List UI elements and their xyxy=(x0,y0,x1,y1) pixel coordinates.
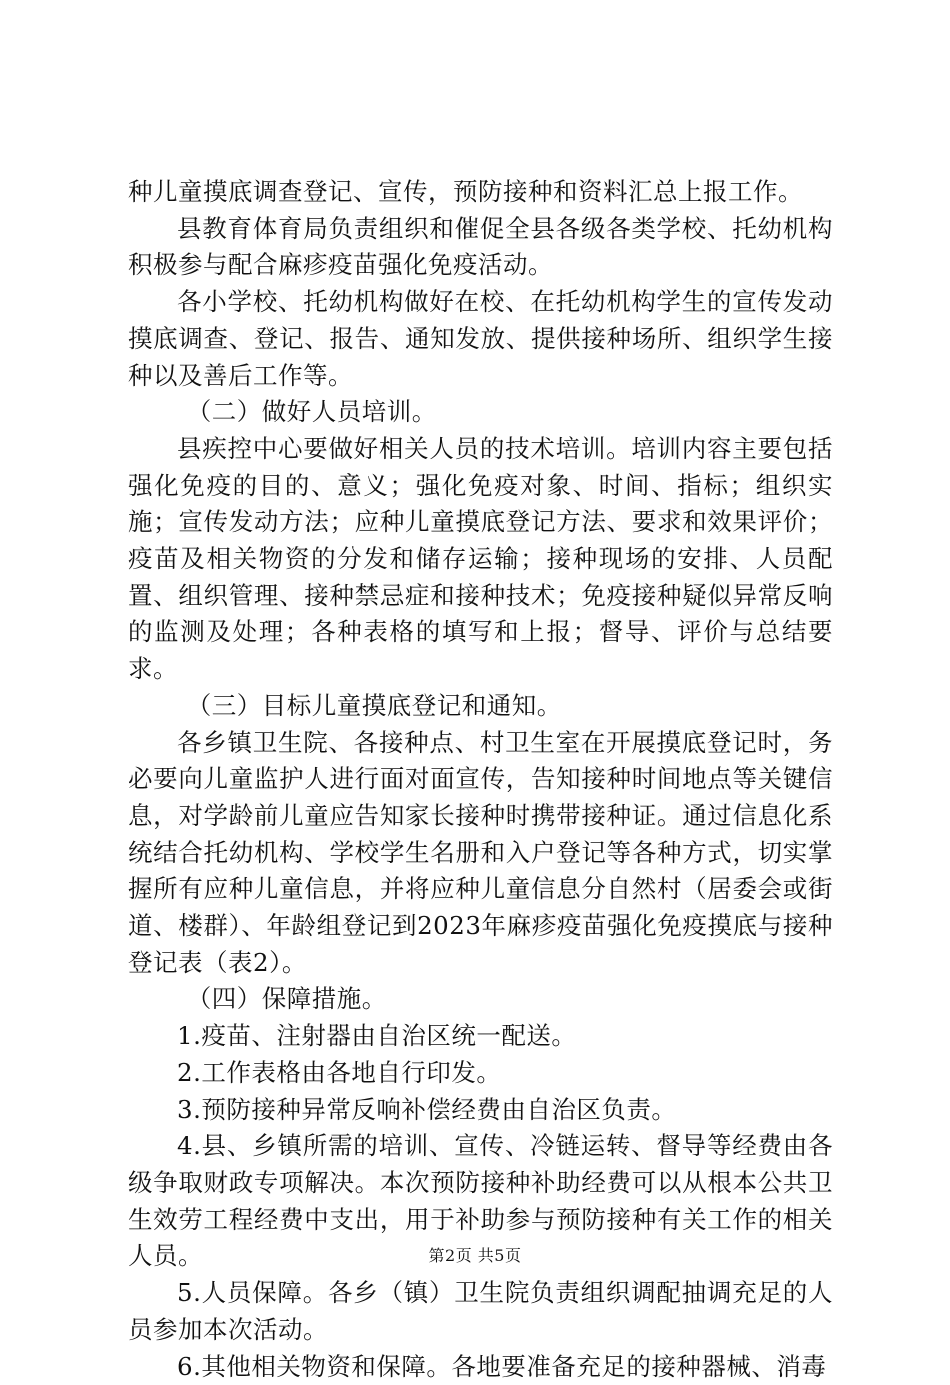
paragraph-training: 县疾控中心要做好相关人员的技术培训。培训内容主要包括强化免疫的目的、意义；强化免疫对象、时间、指标；组织实施；宣传发动方法；应种儿童摸底登记方法、要求和效果评价；疫苗及相关物资的分发和储存运输；接种现场的安排、人员配置、组织管理、接种禁忌症和接种技术；免疫接种疑似异常反响的监测及处理；各种表格的填写和上报；督导、评价与总结要求。 xyxy=(128,431,833,688)
list-item-forms: 2.工作表格由各地自行印发。 xyxy=(128,1055,833,1092)
page-number-footer: 第2页 共5页 xyxy=(0,1243,950,1266)
paragraph-schools: 各小学校、托幼机构做好在校、在托幼机构学生的宣传发动摸底调查、登记、报告、通知发放、提供接种场所、组织学生接种以及善后工作等。 xyxy=(128,284,833,394)
list-item-funding: 4.县、乡镇所需的培训、宣传、冷链运转、督导等经费由各级争取财政专项解决。本次预防接种补助经费可以从根本公共卫生效劳工程经费中支出，用于补助参与预防接种有关工作的相关人员。 xyxy=(128,1128,833,1275)
list-item-personnel: 5.人员保障。各乡（镇）卫生院负责组织调配抽调充足的人员参加本次活动。 xyxy=(128,1275,833,1348)
document-body xyxy=(128,174,833,1385)
list-item-materials: 6.其他相关物资和保障。各地要准备充足的接种器械、消毒 xyxy=(128,1349,833,1385)
section-heading-training: （二）做好人员培训。 xyxy=(128,394,833,431)
section-heading-safeguards: （四）保障措施。 xyxy=(128,981,833,1018)
paragraph-continuation: 种儿童摸底调查登记、宣传，预防接种和资料汇总上报工作。 xyxy=(128,174,833,211)
list-item-vaccines: 1.疫苗、注射器由自治区统一配送。 xyxy=(128,1018,833,1055)
list-item-compensation: 3.预防接种异常反响补偿经费由自治区负责。 xyxy=(128,1092,833,1129)
paragraph-registration: 各乡镇卫生院、各接种点、村卫生室在开展摸底登记时，务必要向儿童监护人进行面对面宣传，告知接种时间地点等关键信息，对学龄前儿童应告知家长接种时携带接种证。通过信息化系统结合托幼机构、学校学生名册和入户登记等各种方式，切实掌握所有应种儿童信息，并将应种儿童信息分自然村（居委会或街道、楼群）、年龄组登记到2023年麻疹疫苗强化免疫摸底与接种登记表（表2）。 xyxy=(128,725,833,982)
section-heading-registration: （三）目标儿童摸底登记和通知。 xyxy=(128,688,833,725)
paragraph-education-bureau: 县教育体育局负责组织和催促全县各级各类学校、托幼机构积极参与配合麻疹疫苗强化免疫活动。 xyxy=(128,211,833,284)
